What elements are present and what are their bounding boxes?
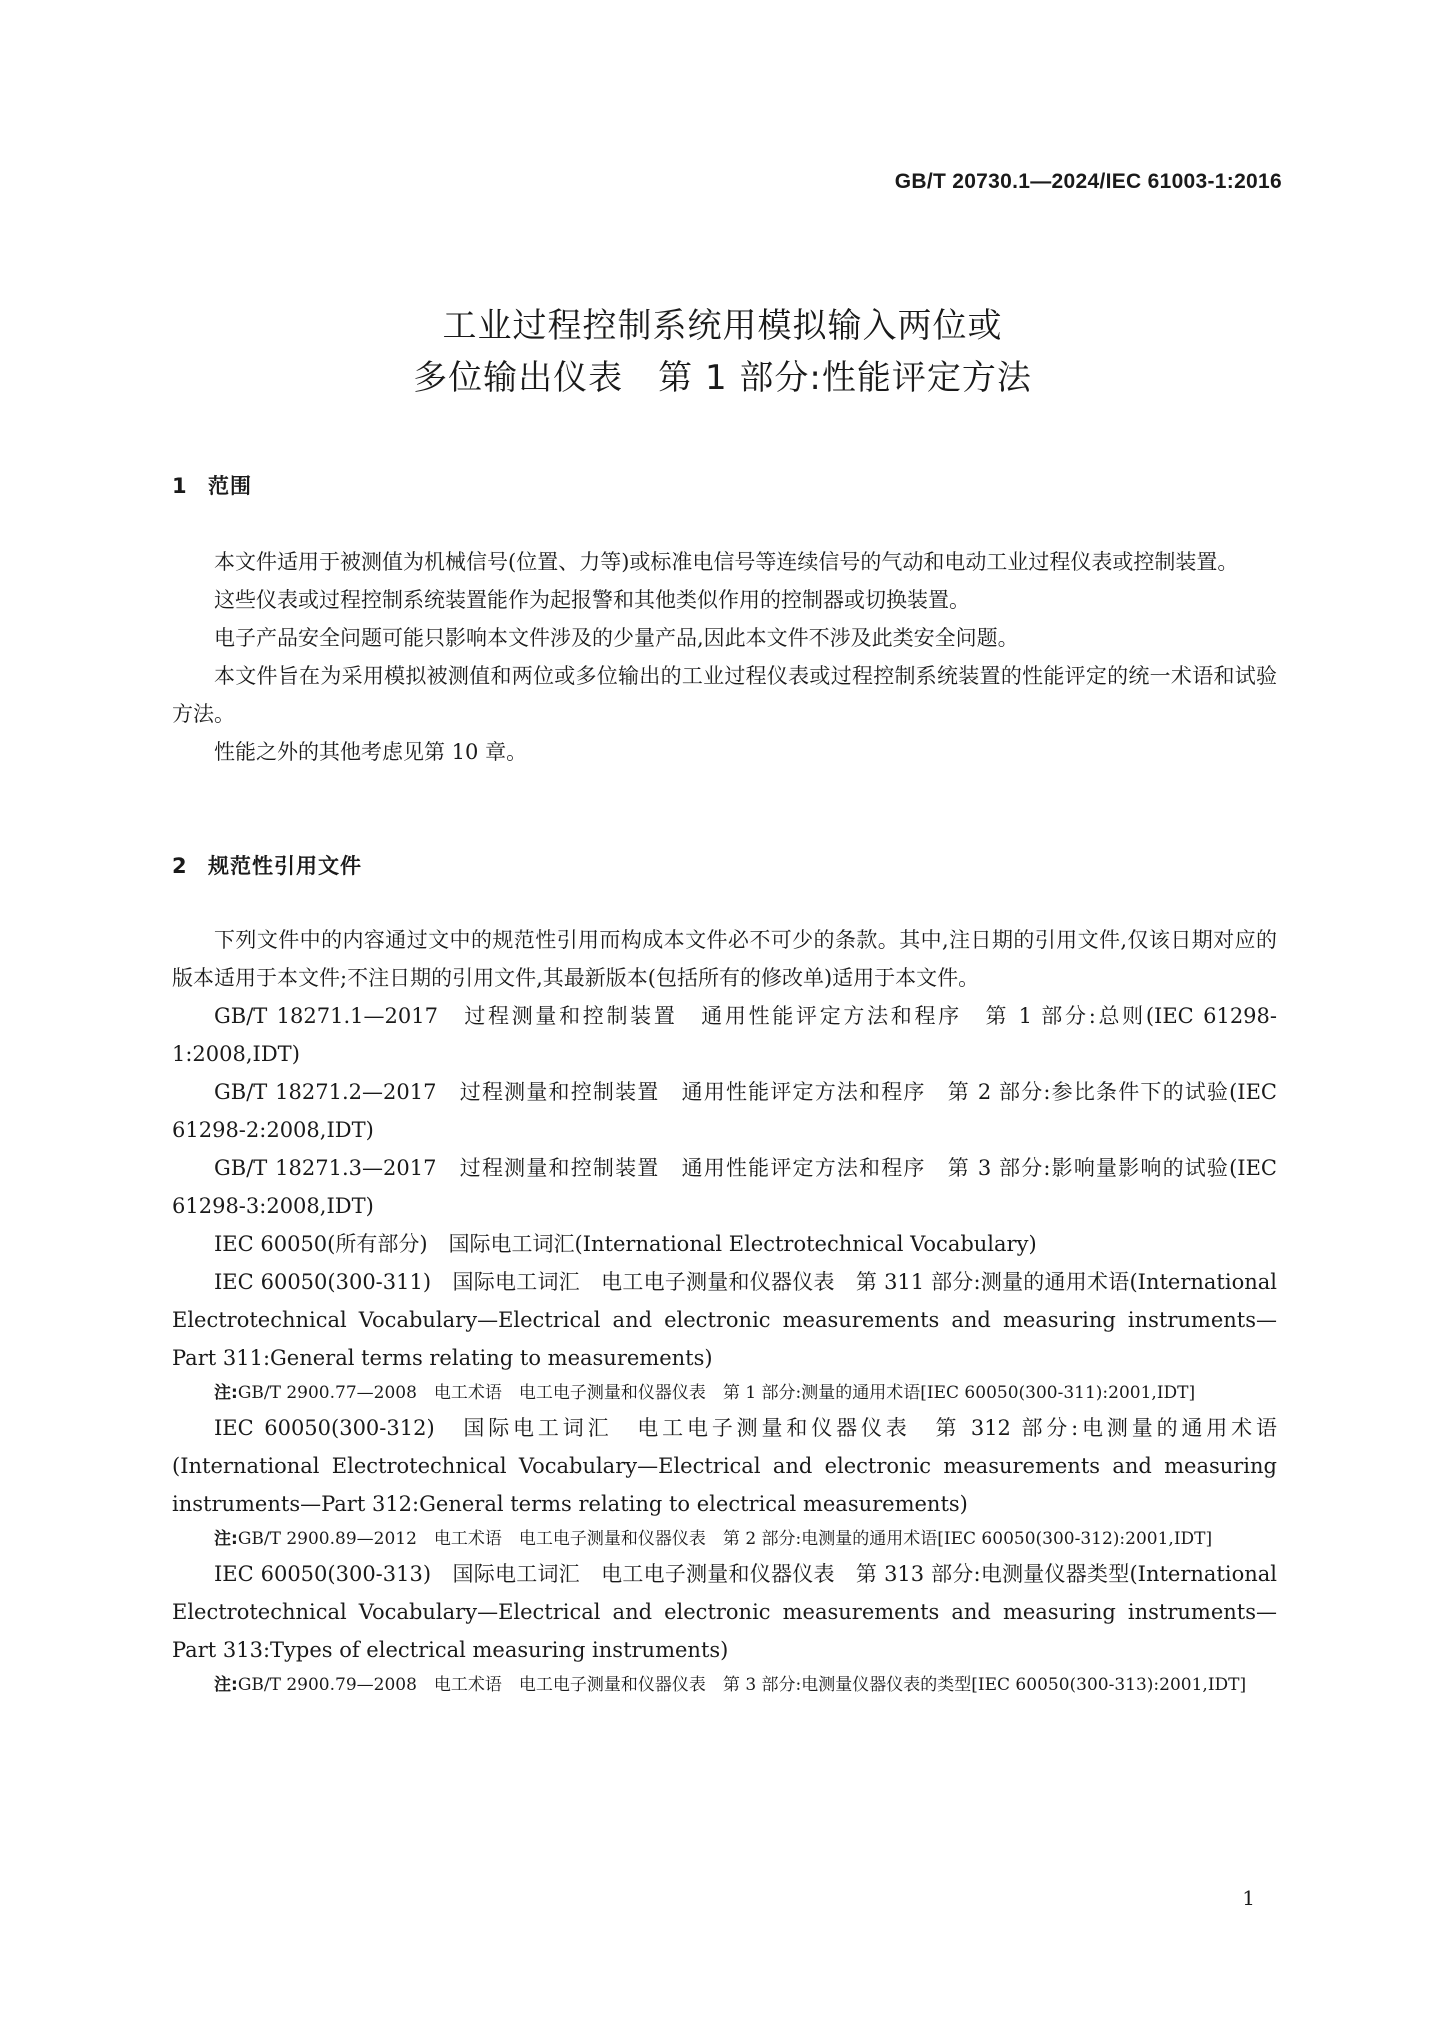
reference-entry: GB/T 18271.3—2017 过程测量和控制装置 通用性能评定方法和程序 第 3 部分:影响量影响的试验(IEC 61298-3:2008,IDT) [172, 1156, 1277, 1218]
reference-entry: GB/T 18271.1—2017 过程测量和控制装置 通用性能评定方法和程序 第 1 部分:总则(IEC 61298-1:2008,IDT) [172, 1004, 1277, 1066]
intro-paragraph: 下列文件中的内容通过文中的规范性引用而构成本文件必不可少的条款。其中,注日期的引用文件,仅该日期对应的版本适用于本文件;不注日期的引用文件,其最新版本(包括所有的修改单)适用于本文件。 [172, 928, 1277, 990]
note-label: 注: [214, 1675, 238, 1695]
note-text: GB/T 2900.79—2008 电工术语 电工电子测量和仪器仪表 第 3 部分:电测量仪器仪表的类型[IEC 60050(300-313):2001,IDT] [237, 1675, 1247, 1695]
section-2-body [172, 921, 1277, 1701]
section-title: 规范性引用文件 [208, 854, 362, 878]
section-title: 范围 [208, 474, 252, 498]
reference-note [172, 1377, 1277, 1409]
note-text: GB/T 2900.89—2012 电工术语 电工电子测量和仪器仪表 第 2 部分:电测量的通用术语[IEC 60050(300-312):2001,IDT] [237, 1529, 1213, 1549]
paragraph: 性能之外的其他考虑见第 10 章。 [214, 740, 528, 764]
section-1-heading [172, 470, 252, 500]
standard-number: GB/T 20730.1—2024/IEC 61003-1:2016 [894, 170, 1282, 193]
paragraph: 电子产品安全问题可能只影响本文件涉及的少量产品,因此本文件不涉及此类安全问题。 [214, 626, 1019, 650]
reference-entry: IEC 60050(300-312) 国际电工词汇 电工电子测量和仪器仪表 第 312 部分:电测量的通用术语(International Electrotechnical Vocabulary—Electrical and electronic measurements and measuring instruments—Part 312:General terms relating to electrical measurements) [172, 1416, 1277, 1516]
document-title-line-2: 多位输出仪表 第 1 部分:性能评定方法 [413, 358, 1032, 398]
section-2-heading [172, 850, 362, 880]
paragraph: 这些仪表或过程控制系统装置能作为起报警和其他类似作用的控制器或切换装置。 [214, 588, 970, 612]
paragraph: 本文件旨在为采用模拟被测值和两位或多位输出的工业过程仪表或过程控制系统装置的性能评定的统一术语和试验方法。 [172, 664, 1277, 726]
paragraph: 本文件适用于被测值为机械信号(位置、力等)或标准电信号等连续信号的气动和电动工业过程仪表或控制装置。 [214, 550, 1239, 574]
page-number: 1 [1242, 1886, 1255, 1910]
note-text: GB/T 2900.77—2008 电工术语 电工电子测量和仪器仪表 第 1 部分:测量的通用术语[IEC 60050(300-311):2001,IDT] [237, 1383, 1196, 1403]
document-title-line-1: 工业过程控制系统用模拟输入两位或 [442, 306, 1003, 346]
section-number: 1 [172, 474, 188, 498]
reference-entry: IEC 60050(300-313) 国际电工词汇 电工电子测量和仪器仪表 第 313 部分:电测量仪器类型(International Electrotechnical Vocabulary—Electrical and electronic measurements and measuring instruments—Part 313:Types of electrical measuring instruments) [172, 1562, 1277, 1662]
note-label: 注: [214, 1529, 238, 1549]
section-1-body [172, 543, 1277, 771]
reference-entry: IEC 60050(300-311) 国际电工词汇 电工电子测量和仪器仪表 第 311 部分:测量的通用术语(International Electrotechnical Vocabulary—Electrical and electronic measurements and measuring instruments—Part 311:General terms relating to measurements) [172, 1270, 1277, 1370]
note-label: 注: [214, 1383, 238, 1403]
reference-entry: GB/T 18271.2—2017 过程测量和控制装置 通用性能评定方法和程序 第 2 部分:参比条件下的试验(IEC 61298-2:2008,IDT) [172, 1080, 1277, 1142]
reference-note [172, 1669, 1277, 1701]
reference-note [172, 1523, 1277, 1555]
reference-entry: IEC 60050(所有部分) 国际电工词汇(International Electrotechnical Vocabulary) [214, 1232, 1037, 1256]
section-number: 2 [172, 854, 188, 878]
